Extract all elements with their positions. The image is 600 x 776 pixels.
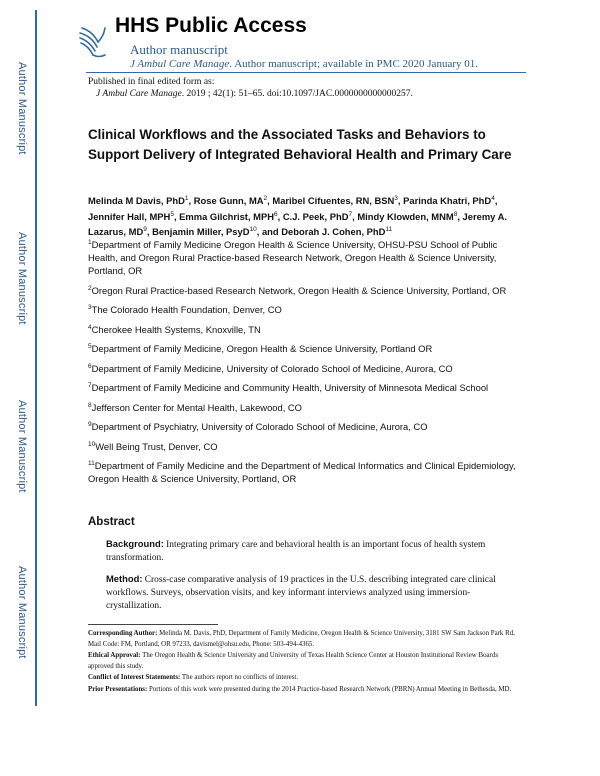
published-form-label: Published in final edited form as:: [88, 77, 215, 87]
method-label: Method:: [106, 573, 143, 584]
affiliation-item: [88, 440, 520, 453]
affiliation-item: [88, 342, 520, 355]
author-name: Parinda Khatri, PhD: [403, 195, 492, 206]
author-name: Deborah J. Cohen, PhD: [281, 226, 386, 237]
author-list: Melinda M Davis, PhD$^1$, Rose Gunn, $MA^2$, Maribel Cifuentes, RN, BSN$^3$, Parinda Khatri, PhD$^4$, Jennifer Hall, MPH$^5$, Emma Gilchrist, MPH$^6$, C.J. Peek, PhD$^7$, Mindy Klowden, MNM$^8$, Jeremy A. Lazarus, $MD^9$, Benjamin Miller, PsyD$^{10}$, and Deborah J. Cohen, PhD$^{11}$: [88, 194, 508, 237]
author-manuscript-subtitle: Author manuscript: [130, 42, 228, 57]
hhs-public-access-title: HHS Public Access: [115, 14, 307, 37]
citation-details: . 2019 ; 42(1): 51–65. doi:10.1097/JAC.0000000000000257.: [181, 89, 413, 99]
footnotes: [88, 629, 522, 696]
citation-journal: J Ambul Care Manage: [96, 89, 182, 99]
author-name: Mindy Klowden, MNM: [357, 210, 454, 222]
author-affiliation-marker: 1: [184, 194, 189, 202]
hhs-eagle-logo-icon: [78, 20, 108, 62]
author-affiliation-marker: 8: [453, 210, 458, 218]
journal-name: J Ambul Care Manage: [130, 58, 230, 70]
author-affiliation-marker: 7: [348, 210, 353, 218]
method-text: Cross-case comparative analysis of 19 practices in the U.S. describing integrated care clinical workflows. Surveys, observation visits, and key informant interviews analyzed using immersion-crystallization.: [106, 575, 496, 611]
citation-line: [96, 89, 413, 99]
affiliation-number: 8: [88, 401, 92, 409]
author-conjunction: and: [261, 226, 279, 237]
article-title: Clinical Workflows and the Associated Tasks and Behaviors to Support Delivery of Integrated Behavioral Health and Primary Care: [88, 127, 512, 162]
affiliation-text: Cherokee Health Systems, Knoxville, TN: [91, 323, 261, 335]
affiliation-text: Jefferson Center for Mental Health, Lakewood, CO: [91, 401, 302, 413]
affiliation-number: 9: [88, 420, 92, 428]
affiliation-text: The Colorado Health Foundation, Denver, CO: [91, 304, 282, 315]
affiliation-text: Department of Family Medicine, University of Colorado School of Medicine, Aurora, CO: [91, 362, 453, 374]
affiliation-text: Well Being Trust, Denver, CO: [95, 440, 218, 452]
abstract-background: [106, 537, 518, 565]
affiliation-number: 2: [88, 284, 92, 292]
footnote-ethical-approval: [88, 651, 522, 672]
prior-label: Prior Presentations:: [88, 685, 148, 693]
author-affiliation-marker: 10: [249, 225, 257, 233]
side-label-author-manuscript-1: Author Manuscript: [16, 62, 28, 155]
affiliation-number: 4: [88, 323, 92, 331]
affiliation-item: [88, 420, 520, 433]
author-name: Jennifer Hall, MPH: [88, 210, 171, 222]
affiliation-number: 7: [88, 381, 92, 389]
side-label-author-manuscript-2: Author Manuscript: [16, 232, 28, 325]
author-name: C.J. Peek, PhD: [282, 210, 349, 222]
author-name: Jeremy A. Lazarus, MD: [88, 210, 508, 237]
affiliation-text: Department of Family Medicine, Oregon Health & Science University, Portland OR: [91, 343, 433, 354]
affiliation-list: [88, 238, 520, 492]
author-name: Maribel Cifuentes, RN, BSN: [272, 195, 395, 206]
affiliation-number: 1: [88, 238, 92, 246]
corresponding-text: Melinda M. Davis, PhD, Department of Family Medicine, Oregon Health & Science University, 3181 SW Sam Jackson Park Rd, Mail Code: FM, Portland, OR 97233, davismel@ohsu.edu, Phone: 503-494-4365.: [88, 630, 515, 648]
affiliation-text: Department of Family Medicine and Community Health, University of Minnesota Medical School: [91, 382, 489, 393]
affiliation-item: [88, 401, 520, 414]
affiliation-number: 6: [88, 362, 92, 370]
affiliation-text: Department of Psychiatry, University of Colorado School of Medicine, Aurora, CO: [91, 421, 428, 432]
affiliation-item: [88, 362, 520, 375]
conflict-label: Conflict of Interest Statements:: [88, 674, 181, 681]
affiliation-item: [88, 323, 520, 336]
side-divider: [35, 10, 37, 706]
affiliation-item: [88, 284, 520, 297]
affiliation-item: [88, 381, 520, 394]
footnote-prior-presentations: [88, 685, 522, 696]
affiliation-item: [88, 238, 520, 277]
author-affiliation-marker: 9: [143, 225, 147, 233]
conflict-text: The authors report no conflicts of interest.: [180, 674, 299, 681]
prior-text: Portions of this work were presented during the 2014 Practice-based Research Network (PBRN) Annual Meeting in Bethesda, MD.: [147, 685, 512, 693]
author-name: Rose Gunn, MA: [193, 195, 264, 206]
header-divider: [86, 72, 526, 73]
abstract-method: [106, 572, 518, 613]
affiliation-text: Department of Family Medicine and the Department of Medical Informatics and Clinical Epidemiology, Oregon Health & Science University, Portland, OR: [88, 460, 516, 484]
author-affiliation-marker: 2: [263, 194, 268, 202]
affiliation-number: 10: [88, 440, 96, 448]
footnote-divider: [88, 624, 218, 625]
author-affiliation-marker: 6: [273, 210, 278, 218]
affiliation-text: Oregon Rural Practice-based Research Network, Oregon Health & Science University, Portland, OR: [91, 284, 507, 296]
side-label-author-manuscript-4: Author Manuscript: [16, 566, 28, 659]
availability-text: . Author manuscript; available in PMC 2020 January 01.: [229, 58, 478, 70]
author-affiliation-marker: 4: [491, 194, 495, 202]
author-affiliation-marker: 3: [394, 194, 398, 202]
affiliation-number: 5: [88, 342, 92, 350]
side-label-author-manuscript-3: Author Manuscript: [16, 400, 28, 493]
author-affiliation-marker: 11: [385, 225, 393, 233]
abstract-heading: Abstract: [88, 516, 135, 528]
corresponding-label: Corresponding Author:: [88, 630, 158, 637]
affiliation-item: [88, 303, 520, 316]
affiliation-item: [88, 459, 520, 485]
background-text: Integrating primary care and behavioral health is an important focus of health system transformation.: [106, 540, 486, 563]
affiliation-text: Department of Family Medicine Oregon Health & Science University, OHSU-PSU School of Public Health, and Oregon Rural Practice-based Research Network, Oregon Health & Science University, Portland, OR: [88, 239, 498, 276]
author-name: Emma Gilchrist, MPH: [179, 210, 274, 222]
author-name: Benjamin Miller, PsyD: [152, 226, 250, 237]
author-affiliation-marker: 5: [170, 210, 174, 218]
footnote-conflict: [88, 673, 522, 684]
background-label: Background:: [106, 538, 164, 549]
journal-availability-line: [130, 58, 478, 70]
author-name: Melinda M Davis, PhD: [88, 195, 185, 206]
ethical-label: Ethical Approval:: [88, 652, 141, 659]
affiliation-number: 3: [88, 303, 92, 311]
ethical-text: The Oregon Health & Science University and University of Texas Health Science Center at Houston Institutional Review Boards approved this study.: [88, 652, 499, 670]
affiliation-number: 11: [88, 459, 95, 467]
footnote-corresponding-author: [88, 629, 522, 650]
